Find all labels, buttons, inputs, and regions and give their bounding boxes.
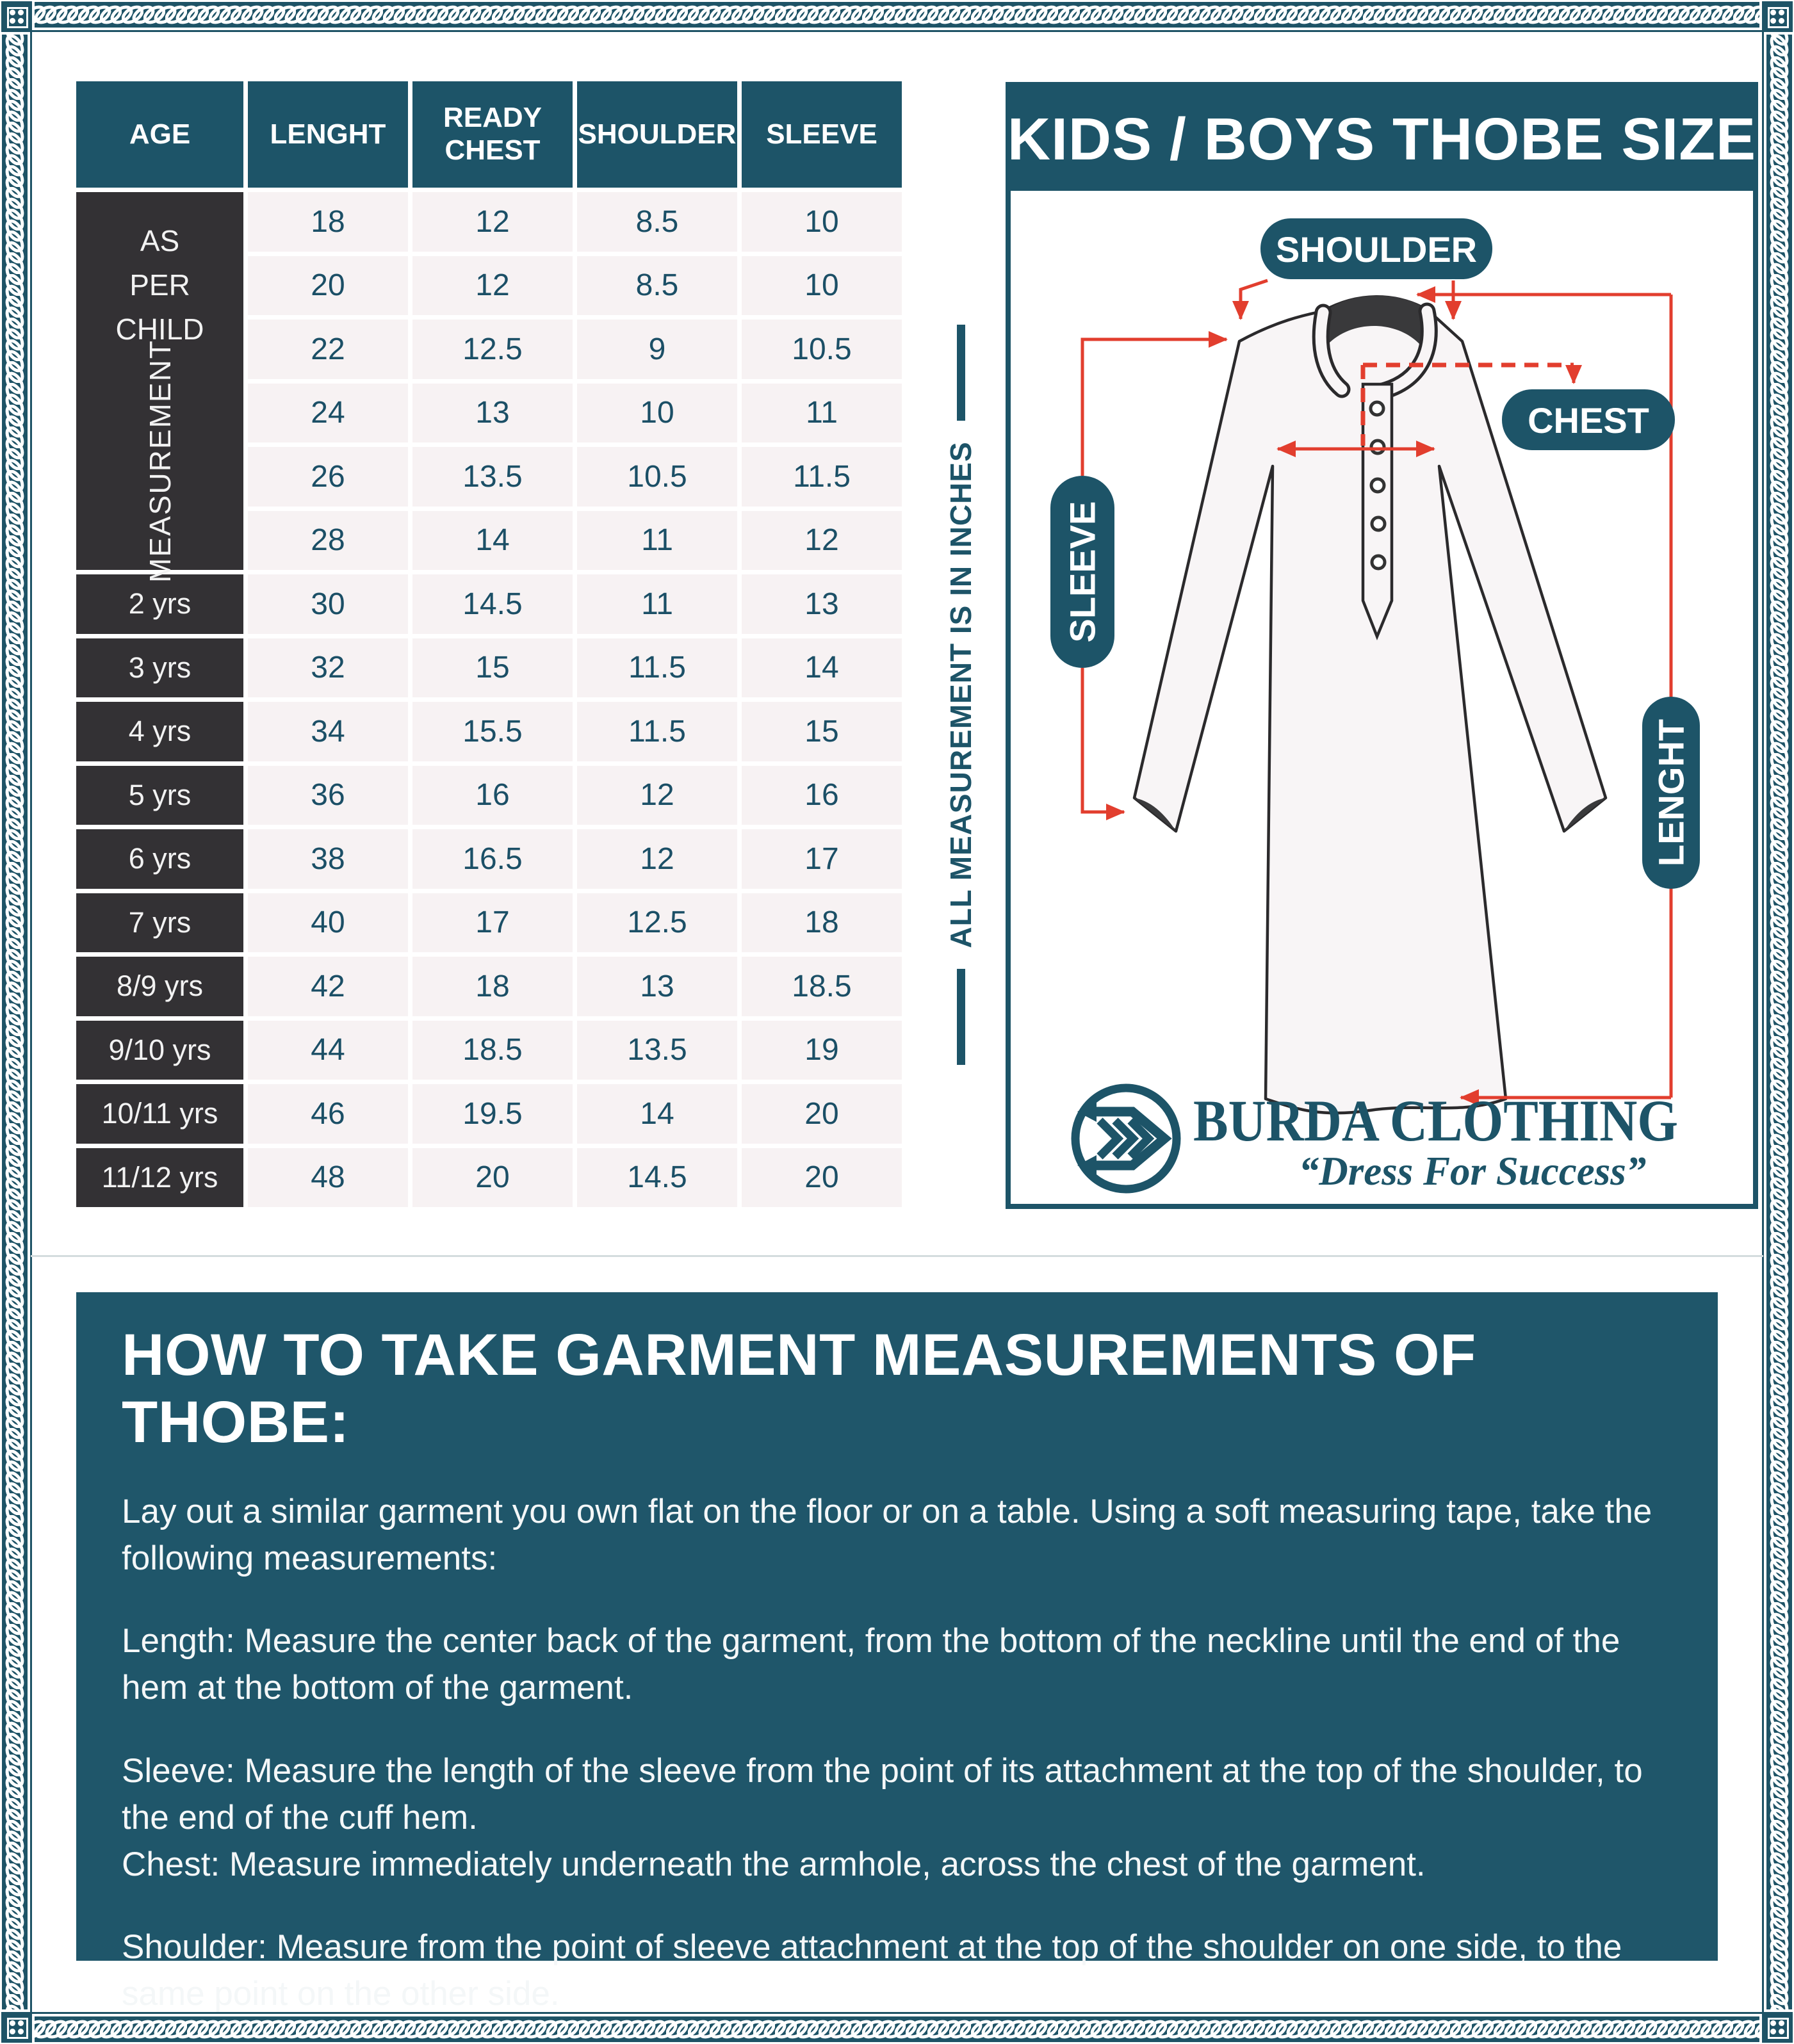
table-cell: 13 xyxy=(412,384,573,443)
table-cell: 16.5 xyxy=(412,829,573,889)
table-cell: 10.5 xyxy=(742,320,902,379)
column-header-sleeve: SLEEVE xyxy=(742,81,902,188)
table-cell: 17 xyxy=(742,829,902,889)
table-cell: 15 xyxy=(742,702,902,761)
age-cell: 5 yrs xyxy=(76,766,243,825)
merged-age-cell xyxy=(76,192,243,583)
note-dash-bar xyxy=(957,325,965,421)
age-cell: 8/9 yrs xyxy=(76,957,243,1016)
inches-note xyxy=(924,343,998,1047)
table-cell: 42 xyxy=(248,957,408,1016)
age-cell: 9/10 yrs xyxy=(76,1021,243,1080)
table-cell: 15.5 xyxy=(412,702,573,761)
table-cell: 12 xyxy=(577,829,737,889)
inches-note-text: ALL MEASUREMENT IS IN INCHES xyxy=(944,441,977,948)
column-header-length: LENGHT xyxy=(248,81,408,188)
table-cell: 22 xyxy=(248,320,408,379)
placket xyxy=(1363,384,1392,637)
table-cell: 13.5 xyxy=(577,1021,737,1080)
table-cell: 36 xyxy=(248,766,408,825)
table-cell: 30 xyxy=(248,574,408,634)
merged-age-cell-rotated-label: MEASUREMENT xyxy=(143,339,177,583)
instructions-length: Length: Measure the center back of the garment, from the bottom of the neckline until the end of the hem at the bottom of the garment. xyxy=(122,1622,1620,1707)
table-cell: 20 xyxy=(742,1148,902,1208)
age-cell: 10/11 yrs xyxy=(76,1084,243,1144)
border-corner-top-right xyxy=(1762,1,1793,32)
diagram-title: KIDS / BOYS THOBE SIZE xyxy=(1011,87,1753,191)
table-cell: 18.5 xyxy=(412,1021,573,1080)
table-cell: 18 xyxy=(248,192,408,252)
table-cell: 44 xyxy=(248,1021,408,1080)
table-cell: 11 xyxy=(742,384,902,443)
table-cell: 20 xyxy=(248,256,408,316)
table-cell: 20 xyxy=(742,1084,902,1144)
border-corner-bottom-left xyxy=(1,2012,32,2043)
table-cell: 13 xyxy=(577,957,737,1016)
table-cell: 11 xyxy=(577,511,737,571)
table-cell: 18 xyxy=(412,957,573,1016)
age-cell: 6 yrs xyxy=(76,829,243,889)
age-cell: 2 yrs xyxy=(76,574,243,634)
table-cell: 14 xyxy=(412,511,573,571)
border-corner-bottom-right xyxy=(1762,2012,1793,2043)
table-cell: 12.5 xyxy=(577,893,737,953)
table-cell: 16 xyxy=(412,766,573,825)
table-cell: 18.5 xyxy=(742,957,902,1016)
table-cell: 10 xyxy=(577,384,737,443)
instructions-shoulder: Shoulder: Measure from the point of sleeve attachment at the top of the shoulder on one side, to the same point on the other side. xyxy=(122,1927,1622,2013)
border-chain-right xyxy=(1766,35,1792,2009)
sleeve-line-bottom xyxy=(1082,668,1124,812)
instructions-sleeve: Sleeve: Measure the length of the sleeve from the point of its attachment at the top of the shoulder, to the end of the cuff hem. xyxy=(122,1751,1643,1837)
table-cell: 46 xyxy=(248,1084,408,1144)
table-cell: 8.5 xyxy=(577,256,737,316)
section-divider xyxy=(31,1255,1763,1257)
table-cell: 12 xyxy=(412,192,573,252)
table-cell: 34 xyxy=(248,702,408,761)
instructions-chest: Chest: Measure immediately underneath the armhole, across the chest of the garment. xyxy=(122,1845,1426,1883)
sleeve-line-top xyxy=(1082,339,1227,476)
table-cell: 15 xyxy=(412,638,573,698)
age-cell: 4 yrs xyxy=(76,702,243,761)
border-chain-left xyxy=(2,35,28,2009)
brand-logo-icon xyxy=(1075,1088,1177,1189)
table-cell: 10.5 xyxy=(577,447,737,507)
table-cell: 13.5 xyxy=(412,447,573,507)
border-chain-top xyxy=(35,2,1759,28)
age-cell: 3 yrs xyxy=(76,638,243,698)
table-cell: 12 xyxy=(412,256,573,316)
table-cell: 14.5 xyxy=(412,574,573,634)
table-cell: 14 xyxy=(577,1084,737,1144)
age-cell: 7 yrs xyxy=(76,893,243,953)
shoulder-label: SHOULDER xyxy=(1275,229,1478,270)
note-dash-bar xyxy=(957,969,965,1065)
table-cell: 19 xyxy=(742,1021,902,1080)
table-cell: 14 xyxy=(742,638,902,698)
chest-label: CHEST xyxy=(1528,400,1649,441)
table-cell: 20 xyxy=(412,1148,573,1208)
table-cell: 10 xyxy=(742,192,902,252)
table-cell: 8.5 xyxy=(577,192,737,252)
table-cell: 48 xyxy=(248,1148,408,1208)
thobe-diagram-panel xyxy=(1006,82,1758,1209)
table-cell: 11.5 xyxy=(577,702,737,761)
brand-name: BURDA CLOTHING xyxy=(1193,1088,1678,1153)
table-cell: 12 xyxy=(577,766,737,825)
shoulder-arrow-left xyxy=(1241,280,1268,319)
table-cell: 11.5 xyxy=(742,447,902,507)
age-cell: 11/12 yrs xyxy=(76,1148,243,1208)
thobe-diagram xyxy=(1011,191,1753,1204)
column-header-ready-chest: READY CHEST xyxy=(412,81,573,188)
column-header-shoulder: SHOULDER xyxy=(577,81,737,188)
size-table xyxy=(76,81,902,1207)
table-cell: 24 xyxy=(248,384,408,443)
table-cell: 28 xyxy=(248,511,408,571)
merged-age-cell-lines: AS PER CHILD xyxy=(115,224,204,346)
column-header-age: AGE xyxy=(76,81,243,188)
table-cell: 19.5 xyxy=(412,1084,573,1144)
instructions-panel xyxy=(76,1292,1718,2013)
table-cell: 26 xyxy=(248,447,408,507)
table-cell: 12 xyxy=(742,511,902,571)
length-label: LENGHT xyxy=(1651,718,1692,867)
table-cell: 16 xyxy=(742,766,902,825)
instructions-title: HOW TO TAKE GARMENT MEASUREMENTS OF THOBE: xyxy=(122,1322,1476,1455)
instructions-intro: Lay out a similar garment you own flat on the floor or on a table. Using a soft measuring tape, take the following measurements: xyxy=(122,1493,1652,1578)
table-cell: 13 xyxy=(742,574,902,634)
table-cell: 14.5 xyxy=(577,1148,737,1208)
table-cell: 11.5 xyxy=(577,638,737,698)
table-cell: 10 xyxy=(742,256,902,316)
table-cell: 18 xyxy=(742,893,902,953)
sleeve-label: SLEEVE xyxy=(1062,501,1103,643)
border-chain-bottom xyxy=(35,2016,1759,2042)
table-cell: 11 xyxy=(577,574,737,634)
table-cell: 17 xyxy=(412,893,573,953)
table-cell: 9 xyxy=(577,320,737,379)
table-cell: 38 xyxy=(248,829,408,889)
brand-logo xyxy=(1075,1088,1678,1194)
table-cell: 32 xyxy=(248,638,408,698)
table-cell: 12.5 xyxy=(412,320,573,379)
border-corner-top-left xyxy=(1,1,32,32)
table-cell: 40 xyxy=(248,893,408,953)
brand-tagline: “Dress For Success” xyxy=(1298,1149,1647,1194)
